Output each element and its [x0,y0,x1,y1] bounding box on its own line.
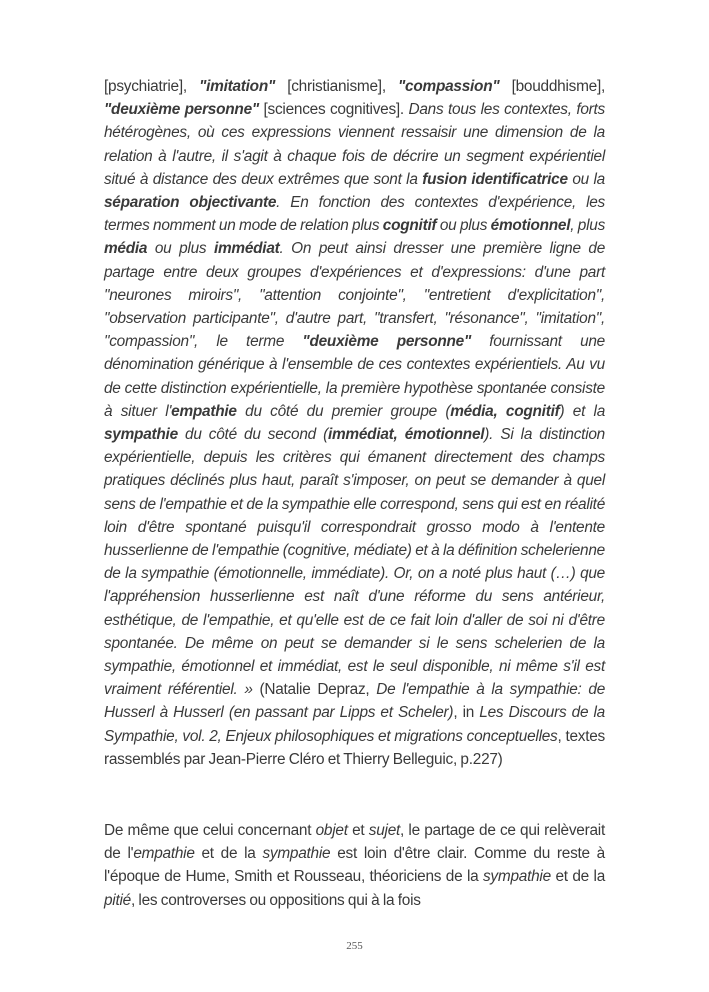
text-run: [sciences cognitives]. [258,101,409,119]
emphasized-term: média [104,240,148,258]
text-run: ou plus [147,240,214,258]
text-run: , in [453,704,480,722]
page-number: 255 [346,940,363,952]
emphasized-term: cognitif [382,217,437,235]
text-run: empathie [133,845,195,863]
text-run: et de la [194,845,263,863]
text-run: et de la [550,868,606,886]
text-run: [psychiatrie], [104,78,200,95]
text-run: Les Discours de la Sympathie, vol. 2, Enjeux philosophiques et migrations conceptuelles [104,704,605,745]
emphasized-term: fusion identificatrice [422,170,568,188]
text-run: ou plus [436,217,491,235]
text-run: est loin d'être clair. Comme du reste à l'époque de Hume, Smith et Rousseau, théoriciens de la [104,845,605,886]
text-run: . On peut ainsi dresser une première ligne de partage entre deux groupes d'expériences et d'expressions: d'une part "neurones miroirs", "attention conjointe", "entretient d'explicitation", "observation participante", d'autre part, "transfert, "résonance", "imitation", "compassion", le terme [104,240,606,351]
quote-paragraph [104,75,605,771]
emphasized-term: "imitation" [199,78,276,95]
text-run: du côté du second ( [177,426,328,444]
emphasized-term: empathie [171,402,237,420]
emphasized-term: immédiat, émotionnel [327,426,485,444]
text-run: . En fonction des contextes d'expérience, les termes nomment un mode de relation plus [104,194,606,235]
text-run: (Natalie Depraz, [252,681,377,699]
text-run: , les controverses ou oppositions qui à la fois [130,891,421,909]
text-run: [bouddhisme], [499,78,605,95]
emphasized-term: sympathie [104,426,178,444]
text-run: , le partage de ce qui relèverait de l' [104,822,605,863]
text-run: ou la [567,170,605,188]
text-run: fournissant une dénomination générique à l'ensemble de ces contextes expérientiels. Au vu de cette distinction expérientielle, la première hypothèse spontanée consiste à situer l' [104,333,605,420]
text-run: et [347,822,369,839]
text-run: De même que celui concernant [104,822,316,839]
emphasized-term: émotionnel [490,217,571,235]
text-run: [christianisme], [275,78,398,95]
text-run: , plus [570,217,606,235]
emphasized-term: immédiat [213,240,280,258]
body-paragraph [104,819,605,912]
text-run: ) et la [559,402,606,420]
emphasized-term: séparation objectivante [104,194,277,212]
text-run: du côté du premier groupe ( [236,402,451,420]
text-run: , textes rassemblés par Jean-Pierre Cléro et Thierry Belleguic, p.227) [104,727,606,768]
text-run: sympathie [262,845,331,863]
text-run: sympathie [482,868,551,886]
text-run: sujet [368,822,401,839]
text-run: pitié [104,891,131,909]
emphasized-term: "deuxième personne" [302,333,472,351]
emphasized-term: "compassion" [398,78,500,95]
text-run: ). Si la distinction expérientielle, depuis les critères qui émanent directement des champs pratiques déclinés plus haut, paraît s'imposer, on peut se demander à quel sens de l'empathie et de la sympathie elle correspond, sens qui est en réalité loin d'être spontané puisqu'il correspondrait grosso modo à l'entente husserlienne de l'empathie (cognitive, médiate) et à la définition schelerienne de la sympathie (émotionnelle, immédiate). Or, on a noté plus haut (…) que l'appréhension husserlienne est naît d'une réforme du sens antérieur, esthétique, de l'empathie, et qu'elle est de ce fait loin d'aller de soi ni d'être spontanée. De même on peut se demander si le sens schelerien de la sympathie, émotionnel et immédiat, est le seul disponible, ni même s'il est vraiment référentiel. » [104,426,605,699]
text-run: De l'empathie à la sympathie: de Husserl à Husserl (en passant par Lipps et Scheler) [104,681,605,722]
text-run: Dans tous les contextes, forts hétérogènes, où ces expressions viennent ressaisir une dimension de la relation à l'autre, il s'agit à chaque fois de décrire un segment expérientiel situé à distance des deux extrêmes que sont la [104,101,605,188]
emphasized-term: "deuxième personne" [104,101,259,119]
text-run: objet [315,822,348,839]
emphasized-term: média, cognitif [450,402,560,420]
